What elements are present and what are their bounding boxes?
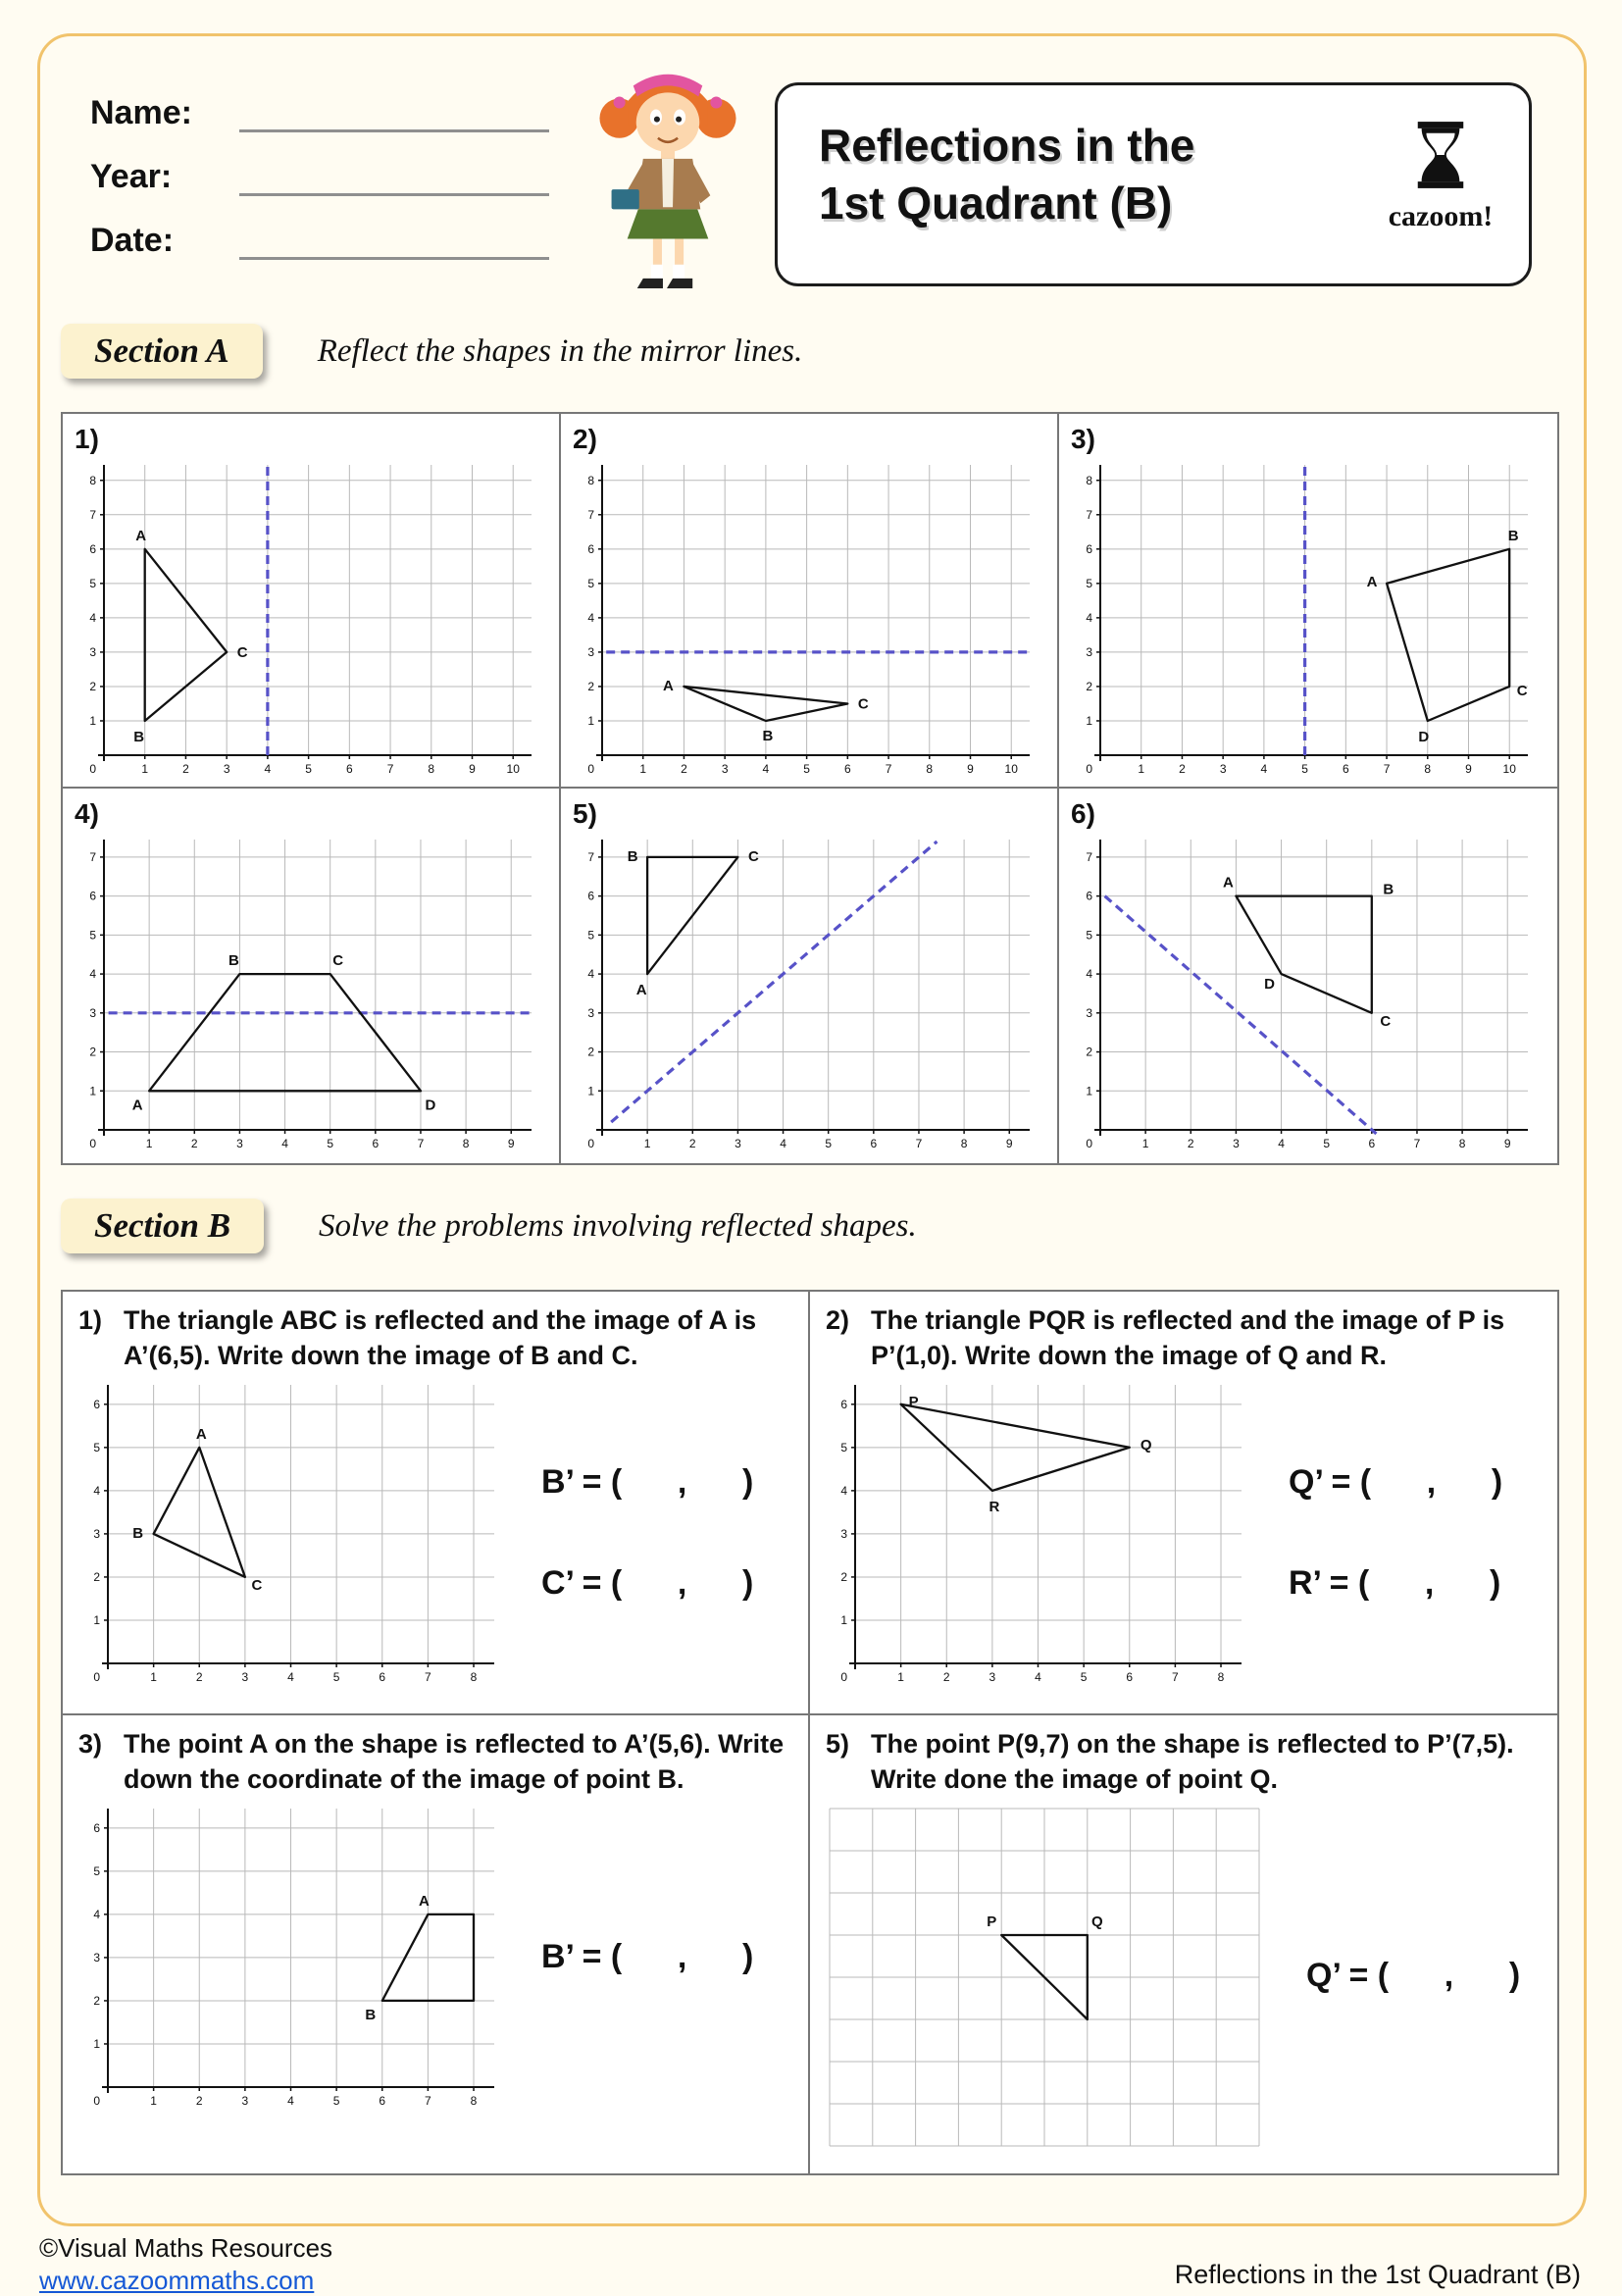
svg-text:C: C	[1380, 1012, 1392, 1030]
svg-text:5: 5	[587, 928, 594, 943]
svg-text:5: 5	[89, 576, 96, 590]
svg-text:1: 1	[89, 713, 96, 728]
problem-3-answers	[500, 1938, 792, 1976]
answer-blank-b2: B’ = ( , )	[541, 1937, 754, 1975]
svg-text:7: 7	[1383, 762, 1391, 776]
svg-text:B: B	[365, 2007, 377, 2024]
svg-text:5: 5	[1080, 1670, 1088, 1685]
svg-text:8: 8	[1217, 1670, 1225, 1685]
svg-text:3: 3	[840, 1527, 847, 1542]
svg-text:1: 1	[639, 762, 647, 776]
problem-3-content	[78, 1801, 792, 2113]
svg-text:6: 6	[1342, 762, 1349, 776]
problem-2-number: 2)	[826, 1305, 850, 1335]
problem-5-answers	[1265, 1957, 1542, 1995]
svg-text:4: 4	[1260, 762, 1268, 776]
panel-a5-number: 5)	[573, 798, 597, 829]
svg-text:6: 6	[372, 1137, 380, 1150]
date-label: Date:	[90, 222, 175, 259]
problem-1-answers	[500, 1463, 792, 1603]
svg-text:3: 3	[735, 1137, 741, 1150]
svg-text:5: 5	[89, 928, 96, 943]
svg-text:4: 4	[89, 610, 96, 625]
svg-text:1: 1	[93, 1613, 100, 1628]
panel-a1	[63, 414, 561, 789]
svg-text:6: 6	[1086, 889, 1092, 903]
svg-text:3: 3	[89, 644, 96, 659]
svg-text:3: 3	[93, 1951, 100, 1965]
year-line	[239, 158, 549, 196]
svg-text:6: 6	[1368, 1137, 1376, 1150]
svg-text:7: 7	[1086, 507, 1092, 522]
svg-text:1: 1	[643, 1137, 651, 1150]
svg-text:4: 4	[587, 967, 594, 982]
svg-text:5: 5	[93, 1864, 100, 1879]
svg-text:5: 5	[587, 576, 594, 590]
svg-text:4: 4	[264, 762, 272, 776]
student-illustration	[581, 39, 755, 301]
svg-text:B: B	[132, 1525, 144, 1543]
section-b-heading: Section B	[61, 1199, 264, 1253]
svg-text:5: 5	[803, 762, 810, 776]
website-link[interactable]: www.cazoommaths.com	[39, 2265, 315, 2295]
svg-text:5: 5	[1323, 1137, 1331, 1150]
svg-text:7: 7	[89, 507, 96, 522]
svg-text:7: 7	[1413, 1137, 1421, 1150]
svg-text:1: 1	[587, 713, 594, 728]
name-label: Name:	[90, 94, 192, 131]
grid-b3	[78, 1801, 500, 2113]
section-b-problems	[61, 1290, 1559, 2175]
panel-a4	[63, 789, 561, 1163]
footer-left	[39, 2232, 332, 2296]
svg-text:A: A	[1222, 874, 1234, 892]
problem-5-number: 5)	[826, 1729, 850, 1759]
problem-3-text: The point A on the shape is reflected to A’(5,6). Write down the coordinate of the image of point B.	[124, 1729, 785, 1794]
svg-text:Q: Q	[1140, 1437, 1152, 1454]
svg-text:7: 7	[1086, 849, 1092, 864]
svg-text:2: 2	[1086, 679, 1092, 693]
svg-text:6: 6	[345, 762, 353, 776]
svg-text:6: 6	[89, 541, 96, 556]
svg-text:2: 2	[195, 1670, 203, 1685]
svg-text:3: 3	[721, 762, 729, 776]
svg-text:4: 4	[281, 1137, 288, 1150]
svg-text:A: A	[195, 1426, 207, 1444]
panel-a1-number: 1)	[75, 424, 99, 454]
svg-text:C: C	[332, 952, 344, 970]
svg-text:2: 2	[840, 1570, 847, 1585]
panel-a3-number: 3)	[1071, 424, 1095, 454]
girl-cartoon-icon	[581, 39, 755, 296]
title-line-1: Reflections in the	[819, 120, 1195, 171]
svg-text:R: R	[988, 1499, 1000, 1516]
svg-text:8: 8	[1424, 762, 1432, 776]
svg-text:B: B	[762, 727, 774, 744]
svg-text:3: 3	[241, 2094, 249, 2109]
svg-text:C: C	[251, 1577, 263, 1595]
svg-text:1: 1	[897, 1670, 904, 1685]
svg-text:2: 2	[688, 1137, 696, 1150]
svg-text:1: 1	[1086, 1084, 1092, 1098]
svg-text:3: 3	[89, 1005, 96, 1020]
svg-text:C: C	[857, 695, 869, 713]
date-line	[239, 222, 549, 260]
svg-text:0: 0	[587, 762, 594, 776]
name-line	[239, 94, 549, 132]
svg-text:A: A	[635, 982, 647, 999]
svg-text:B: B	[133, 728, 145, 745]
svg-text:5: 5	[1086, 576, 1092, 590]
svg-text:10: 10	[1502, 762, 1516, 776]
year-field	[90, 158, 549, 196]
answer-blank-q: Q’ = ( , )	[1289, 1463, 1503, 1502]
svg-text:7: 7	[885, 762, 892, 776]
svg-text:5: 5	[93, 1441, 100, 1455]
svg-text:3: 3	[587, 1005, 594, 1020]
panel-a5	[561, 789, 1059, 1163]
svg-text:6: 6	[379, 1670, 386, 1685]
panel-a6	[1059, 789, 1557, 1163]
svg-text:7: 7	[425, 1670, 431, 1685]
svg-text:6: 6	[1126, 1670, 1134, 1685]
svg-text:1: 1	[1086, 713, 1092, 728]
svg-text:1: 1	[1138, 762, 1145, 776]
svg-text:0: 0	[89, 1137, 96, 1150]
svg-text:2: 2	[190, 1137, 198, 1150]
date-field	[90, 222, 549, 260]
svg-text:6: 6	[870, 1137, 878, 1150]
problem-2	[810, 1292, 1557, 1715]
grid-a6	[1071, 832, 1534, 1155]
svg-text:D: D	[1264, 976, 1275, 994]
problem-3-statement	[78, 1727, 792, 1797]
svg-text:A: A	[1366, 573, 1378, 590]
cazoom-logo-icon	[1410, 119, 1471, 191]
svg-text:8: 8	[1086, 473, 1092, 487]
svg-text:9: 9	[1503, 1137, 1511, 1150]
svg-text:1: 1	[150, 1670, 157, 1685]
svg-text:7: 7	[587, 849, 594, 864]
grid-a2	[573, 457, 1036, 781]
svg-text:2: 2	[89, 679, 96, 693]
section-a-instruction: Reflect the shapes in the mirror lines.	[317, 332, 803, 369]
svg-text:3: 3	[236, 1137, 243, 1150]
svg-text:1: 1	[840, 1613, 847, 1628]
svg-text:6: 6	[93, 1398, 100, 1412]
svg-text:4: 4	[89, 967, 96, 982]
svg-text:3: 3	[988, 1670, 996, 1685]
svg-text:7: 7	[89, 849, 96, 864]
section-a-heading: Section A	[61, 324, 263, 379]
section-b-instruction: Solve the problems involving reflected shapes.	[319, 1207, 917, 1244]
svg-text:3: 3	[1219, 762, 1227, 776]
svg-text:2: 2	[587, 679, 594, 693]
problem-5	[810, 1715, 1557, 2173]
svg-text:5: 5	[332, 2094, 340, 2109]
svg-text:8: 8	[462, 1137, 470, 1150]
svg-text:1: 1	[587, 1084, 594, 1098]
svg-text:9: 9	[507, 1137, 515, 1150]
svg-text:8: 8	[470, 2094, 478, 2109]
svg-text:C: C	[236, 643, 248, 661]
svg-text:3: 3	[1086, 644, 1092, 659]
title-box	[775, 82, 1532, 286]
answer-blank-b: B’ = ( , )	[541, 1463, 754, 1502]
panel-a4-number: 4)	[75, 798, 99, 829]
svg-text:1: 1	[141, 762, 149, 776]
svg-text:4: 4	[587, 610, 594, 625]
panel-a3	[1059, 414, 1557, 789]
svg-text:6: 6	[587, 541, 594, 556]
worksheet-title	[819, 117, 1194, 232]
svg-text:B: B	[1383, 881, 1394, 898]
svg-text:1: 1	[1141, 1137, 1149, 1150]
svg-text:2: 2	[587, 1045, 594, 1059]
svg-text:P: P	[908, 1394, 919, 1411]
answer-blank-c: C’ = ( , )	[541, 1564, 754, 1603]
problem-1-content	[78, 1377, 792, 1689]
svg-text:0: 0	[840, 1670, 847, 1685]
problem-1-number: 1)	[78, 1305, 103, 1335]
svg-text:0: 0	[93, 2094, 100, 2109]
svg-text:B: B	[228, 952, 239, 970]
svg-text:2: 2	[195, 2094, 203, 2109]
svg-text:4: 4	[780, 1137, 786, 1150]
footer-worksheet-title: Reflections in the 1st Quadrant (B)	[1174, 2260, 1581, 2289]
svg-text:8: 8	[960, 1137, 968, 1150]
svg-text:2: 2	[1086, 1045, 1092, 1059]
section-b-header	[61, 1199, 917, 1253]
problem-1	[63, 1292, 810, 1715]
svg-text:10: 10	[1004, 762, 1018, 776]
panel-a6-number: 6)	[1071, 798, 1095, 829]
svg-text:7: 7	[386, 762, 394, 776]
copyright-text: ©Visual Maths Resources	[39, 2233, 333, 2263]
svg-text:9: 9	[967, 762, 974, 776]
svg-text:D: D	[1418, 728, 1430, 745]
problem-5-text: The point P(9,7) on the shape is reflected to P’(7,5). Write done the image of point Q.	[871, 1729, 1514, 1794]
svg-text:C: C	[747, 847, 759, 865]
svg-text:A: A	[418, 1893, 430, 1911]
problem-5-content	[826, 1801, 1542, 2150]
problem-1-statement	[78, 1303, 792, 1373]
problem-3-number: 3)	[78, 1729, 103, 1759]
svg-text:1: 1	[93, 2037, 100, 2052]
svg-text:4: 4	[762, 762, 770, 776]
svg-text:Q: Q	[1090, 1913, 1103, 1931]
grid-b5	[826, 1801, 1265, 2150]
svg-text:8: 8	[89, 473, 96, 487]
name-field	[90, 94, 549, 132]
svg-text:A: A	[131, 1097, 143, 1114]
svg-text:7: 7	[587, 507, 594, 522]
svg-text:6: 6	[89, 889, 96, 903]
svg-text:0: 0	[1086, 762, 1092, 776]
svg-text:0: 0	[587, 1137, 594, 1150]
svg-text:2: 2	[942, 1670, 950, 1685]
svg-text:6: 6	[587, 889, 594, 903]
svg-text:8: 8	[1458, 1137, 1466, 1150]
svg-text:1: 1	[145, 1137, 153, 1150]
svg-text:0: 0	[89, 762, 96, 776]
svg-text:B: B	[1507, 527, 1519, 544]
svg-text:A: A	[135, 527, 147, 544]
svg-text:4: 4	[1278, 1137, 1285, 1150]
svg-text:7: 7	[1172, 1670, 1179, 1685]
svg-text:2: 2	[1179, 762, 1186, 776]
svg-text:9: 9	[1005, 1137, 1013, 1150]
svg-text:7: 7	[425, 2094, 431, 2109]
svg-text:3: 3	[1233, 1137, 1240, 1150]
svg-text:4: 4	[93, 1908, 100, 1922]
svg-text:0: 0	[93, 1670, 100, 1685]
title-line-2: 1st Quadrant (B)	[819, 177, 1173, 229]
problem-2-answers	[1247, 1463, 1542, 1603]
svg-text:9: 9	[469, 762, 476, 776]
panel-a2	[561, 414, 1059, 789]
svg-text:C: C	[1516, 682, 1528, 699]
svg-text:4: 4	[1035, 1670, 1041, 1685]
section-a-panels	[61, 412, 1559, 1165]
svg-text:8: 8	[587, 473, 594, 487]
svg-text:1: 1	[150, 2094, 157, 2109]
svg-text:2: 2	[182, 762, 189, 776]
svg-text:3: 3	[1086, 1005, 1092, 1020]
svg-text:D: D	[425, 1097, 436, 1114]
svg-text:4: 4	[840, 1484, 847, 1499]
answer-blank-q2: Q’ = ( , )	[1306, 1956, 1521, 1994]
svg-text:3: 3	[587, 644, 594, 659]
svg-text:2: 2	[93, 1570, 100, 1585]
grid-b1	[78, 1377, 500, 1689]
panel-a2-number: 2)	[573, 424, 597, 454]
svg-text:7: 7	[915, 1137, 923, 1150]
svg-text:5: 5	[1301, 762, 1308, 776]
svg-text:8: 8	[926, 762, 934, 776]
cazoom-logo	[1378, 119, 1503, 233]
problem-2-content	[826, 1377, 1542, 1689]
svg-text:2: 2	[1187, 1137, 1194, 1150]
svg-text:B: B	[627, 847, 638, 865]
problem-2-statement	[826, 1303, 1542, 1373]
svg-text:10: 10	[506, 762, 520, 776]
problem-3	[63, 1715, 810, 2173]
svg-text:1: 1	[89, 1084, 96, 1098]
svg-text:4: 4	[287, 2094, 294, 2109]
svg-text:6: 6	[93, 1821, 100, 1836]
year-label: Year:	[90, 158, 173, 195]
svg-text:4: 4	[1086, 967, 1092, 982]
svg-text:5: 5	[1086, 928, 1092, 943]
section-a-header	[61, 324, 802, 379]
svg-text:5: 5	[332, 1670, 340, 1685]
svg-text:6: 6	[1086, 541, 1092, 556]
problem-1-text: The triangle ABC is reflected and the image of A is A’(6,5). Write down the image of B and C.	[124, 1305, 757, 1370]
grid-a3	[1071, 457, 1534, 781]
svg-text:9: 9	[1465, 762, 1472, 776]
student-fields	[90, 94, 549, 285]
svg-text:6: 6	[840, 1398, 847, 1412]
grid-b2	[826, 1377, 1247, 1689]
grid-a1	[75, 457, 537, 781]
answer-blank-r: R’ = ( , )	[1289, 1564, 1501, 1603]
problem-2-text: The triangle PQR is reflected and the image of P is P’(1,0). Write down the image of Q and R.	[871, 1305, 1505, 1370]
svg-text:6: 6	[843, 762, 851, 776]
svg-text:2: 2	[89, 1045, 96, 1059]
svg-text:8: 8	[428, 762, 435, 776]
svg-text:5: 5	[305, 762, 312, 776]
svg-text:4: 4	[93, 1484, 100, 1499]
svg-text:8: 8	[470, 1670, 478, 1685]
svg-text:3: 3	[93, 1527, 100, 1542]
svg-text:5: 5	[825, 1137, 833, 1150]
svg-text:2: 2	[93, 1994, 100, 2009]
svg-text:3: 3	[223, 762, 230, 776]
svg-text:P: P	[987, 1913, 997, 1931]
svg-text:5: 5	[840, 1441, 847, 1455]
svg-text:4: 4	[1086, 610, 1092, 625]
svg-text:7: 7	[417, 1137, 425, 1150]
svg-text:4: 4	[287, 1670, 294, 1685]
svg-text:3: 3	[241, 1670, 249, 1685]
svg-text:2: 2	[681, 762, 687, 776]
svg-text:A: A	[663, 677, 674, 694]
problem-5-statement	[826, 1727, 1542, 1797]
svg-text:6: 6	[379, 2094, 386, 2109]
grid-a5	[573, 832, 1036, 1155]
grid-a4	[75, 832, 537, 1155]
svg-text:5: 5	[327, 1137, 334, 1150]
cazoom-logo-text: cazoom!	[1388, 200, 1494, 232]
svg-text:0: 0	[1086, 1137, 1092, 1150]
